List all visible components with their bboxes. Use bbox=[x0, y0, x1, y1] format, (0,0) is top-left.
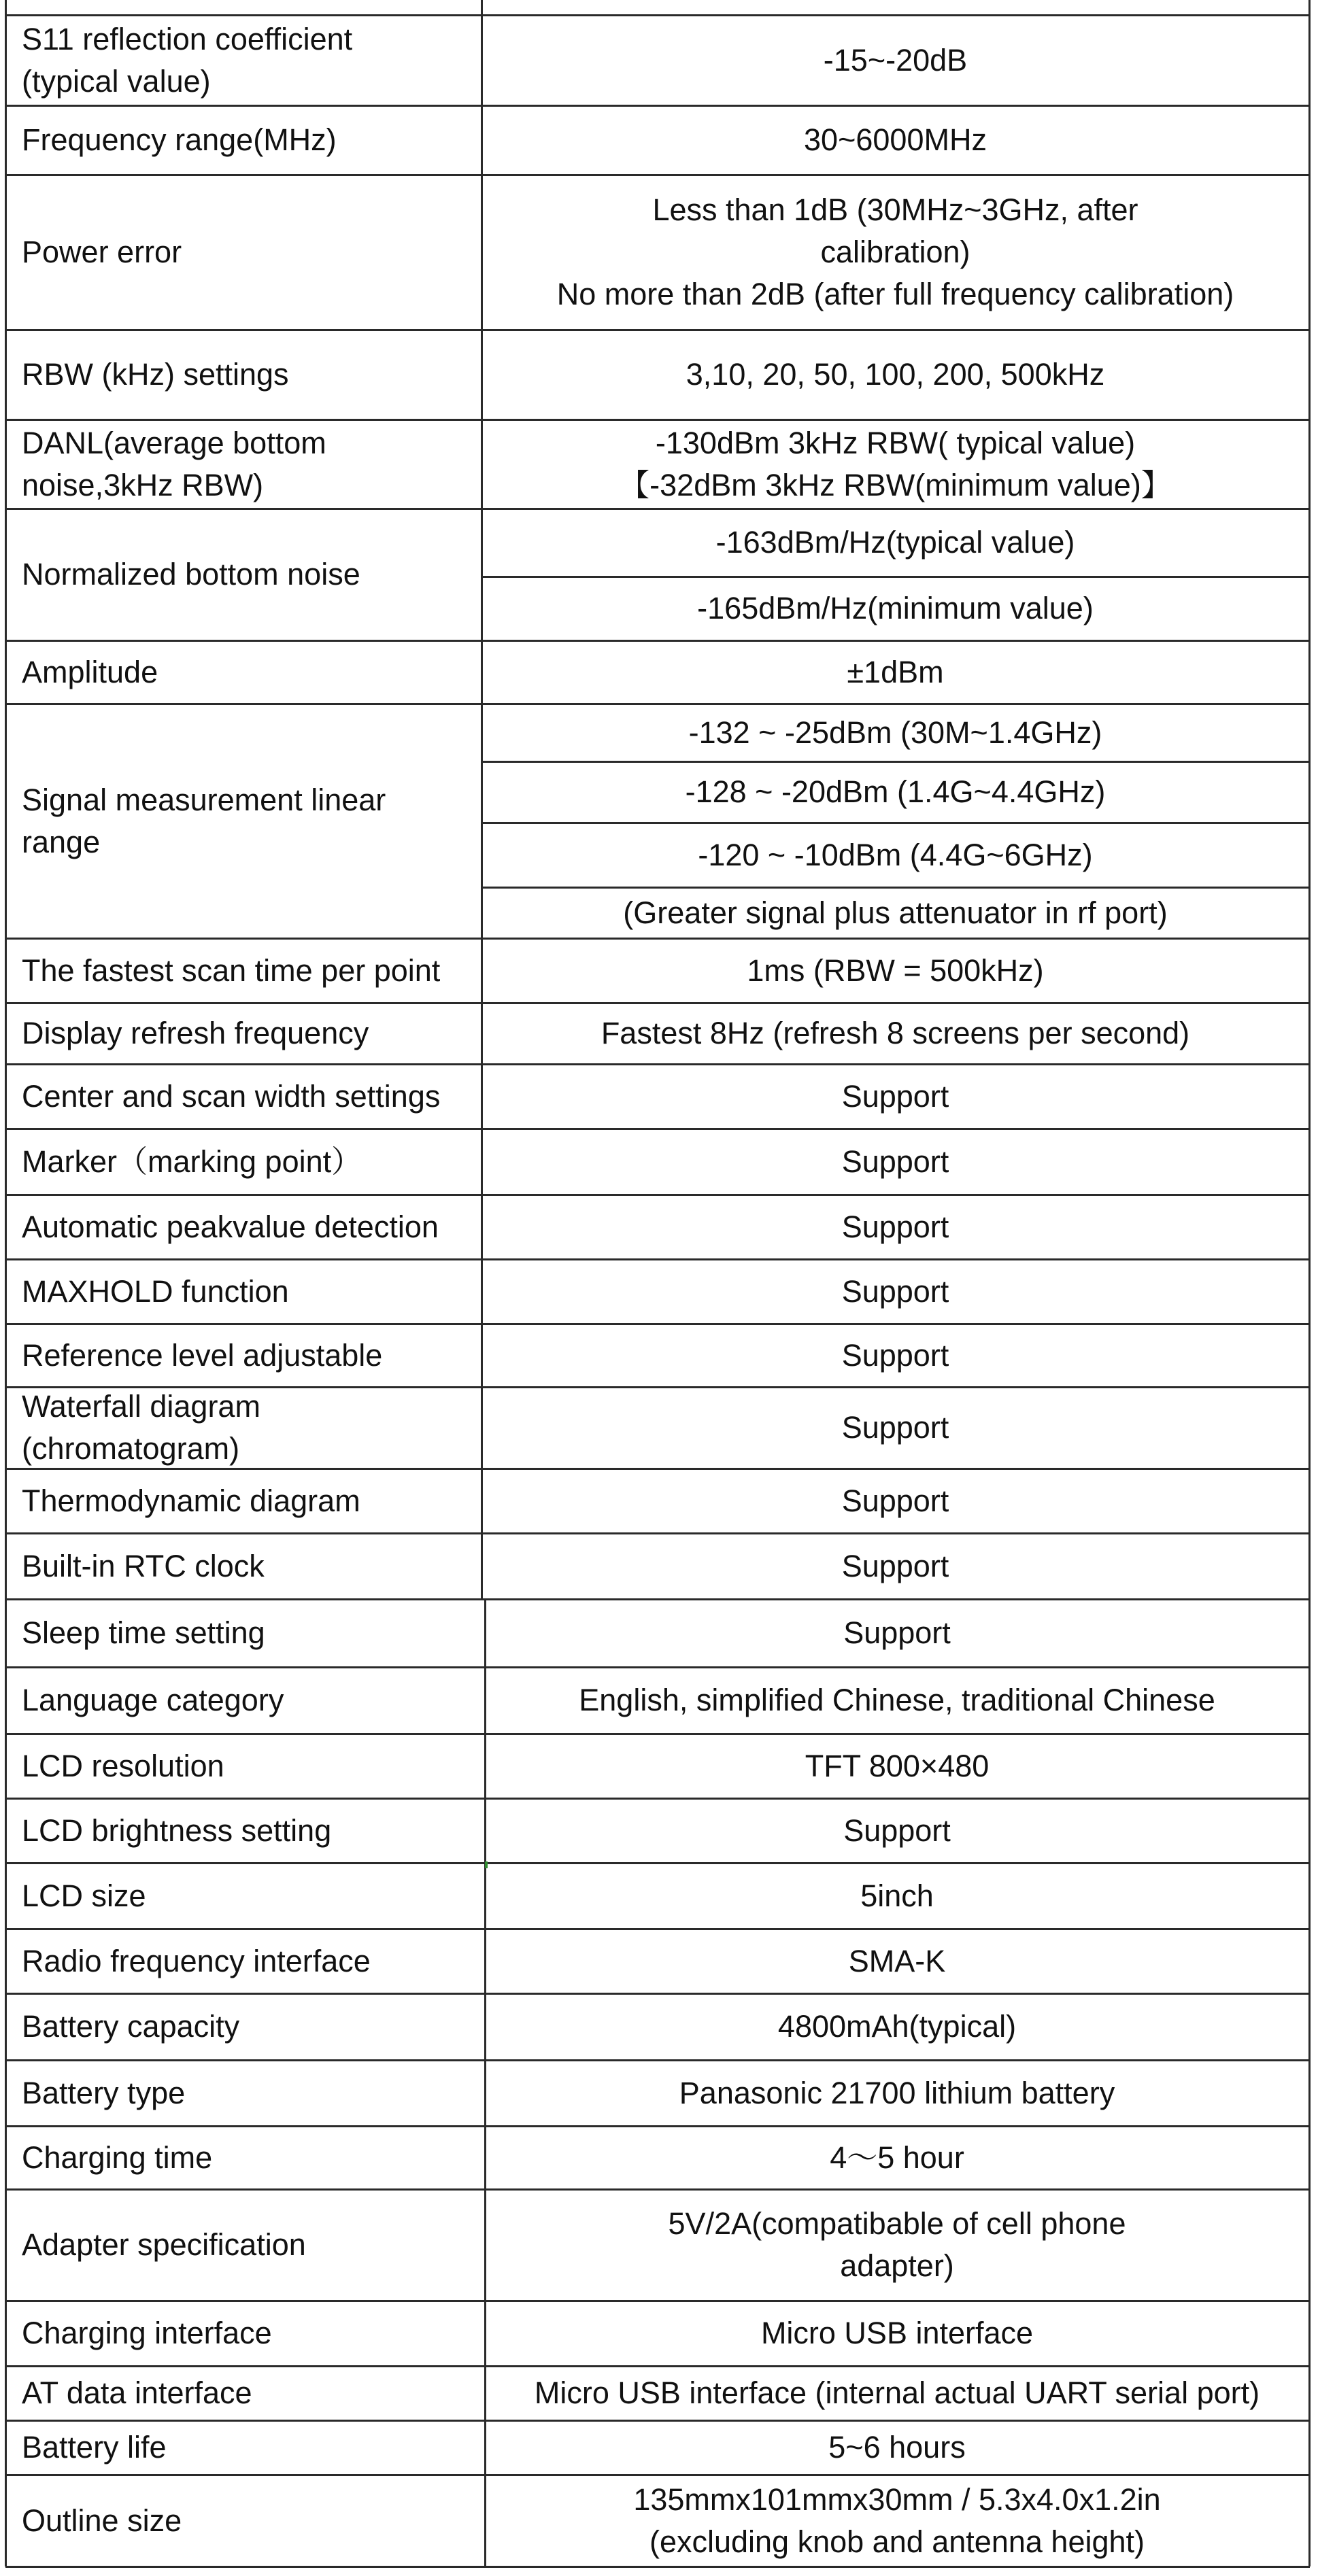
spec-value-line: 【-32dBm 3kHz RBW(minimum value)】 bbox=[619, 467, 1172, 502]
spec-label-line: Sleep time setting bbox=[22, 1615, 265, 1650]
spec-value bbox=[481, 1387, 1309, 1469]
spec-label-line: Radio frequency interface bbox=[22, 1943, 371, 1978]
spec-label bbox=[5, 15, 481, 105]
spec-label bbox=[5, 1599, 485, 1667]
spec-label-line: LCD resolution bbox=[22, 1748, 224, 1783]
spec-label bbox=[5, 640, 481, 704]
spec-label-line: MAXHOLD function bbox=[22, 1273, 289, 1309]
spec-label-line: Outline size bbox=[22, 2503, 182, 2538]
spec-value-line: English, simplified Chinese, traditional Chinese bbox=[579, 1683, 1215, 1717]
spec-value bbox=[481, 1324, 1309, 1387]
spec-label-line: Center and scan width settings bbox=[22, 1078, 441, 1114]
spec-value bbox=[485, 1863, 1309, 1929]
spec-label bbox=[5, 419, 481, 509]
spec-value bbox=[485, 2366, 1309, 2420]
spec-value bbox=[481, 1533, 1309, 1599]
spec-value-line: ±1dBm bbox=[847, 654, 944, 689]
spec-label-line: Reference level adjustable bbox=[22, 1337, 383, 1373]
spec-value bbox=[485, 1734, 1309, 1798]
spec-value bbox=[481, 1003, 1309, 1064]
spec-label-line: LCD size bbox=[22, 1878, 146, 1913]
spec-label-line: DANL(average bottom bbox=[22, 425, 326, 460]
spec-value bbox=[481, 640, 1309, 704]
spec-value-line: Support bbox=[841, 1078, 949, 1114]
spec-value-line: -163dBm/Hz(typical value) bbox=[715, 525, 1075, 560]
spec-value-line: SMA-K bbox=[848, 1943, 946, 1978]
spec-value bbox=[481, 1129, 1309, 1195]
spec-label-line: Automatic peakvalue detection bbox=[22, 1209, 439, 1244]
spec-value-line: Micro USB interface bbox=[760, 2316, 1034, 2350]
spec-label bbox=[5, 1387, 481, 1469]
spec-label-line: Normalized bottom noise bbox=[22, 557, 360, 591]
spec-label-line: range bbox=[22, 824, 101, 859]
spec-value bbox=[485, 1993, 1309, 2060]
spec-label-line: RBW (kHz) settings bbox=[22, 357, 289, 392]
spec-label bbox=[5, 2366, 485, 2420]
spec-value-line: 3,10, 20, 50, 100, 200, 500kHz bbox=[686, 357, 1105, 392]
table-left-border bbox=[5, 0, 7, 15]
spec-label-line: Thermodynamic diagram bbox=[22, 1483, 360, 1518]
spec-value-line: Support bbox=[841, 1144, 949, 1179]
spec-value bbox=[481, 509, 1309, 577]
spec-value bbox=[481, 938, 1309, 1003]
spec-label bbox=[5, 1993, 485, 2060]
spec-value bbox=[485, 2060, 1309, 2126]
spec-value-line: adapter) bbox=[840, 2248, 954, 2283]
spec-value-line: No more than 2dB (after full frequency calibration) bbox=[556, 277, 1234, 311]
spec-value bbox=[485, 1667, 1309, 1734]
spec-label-line: Built-in RTC clock bbox=[22, 1548, 265, 1583]
spec-label-line: Display refresh frequency bbox=[22, 1016, 369, 1050]
spec-value bbox=[485, 2189, 1309, 2301]
spec-label-line: Adapter specification bbox=[22, 2227, 306, 2262]
spec-label bbox=[5, 1259, 481, 1324]
spec-value bbox=[481, 704, 1309, 761]
spec-value bbox=[481, 419, 1309, 509]
spec-value-line: Support bbox=[841, 1209, 949, 1244]
spec-label bbox=[5, 1003, 481, 1064]
spec-value-line: calibration) bbox=[820, 235, 970, 269]
spec-label-line: Waterfall diagram bbox=[22, 1389, 260, 1424]
spec-label bbox=[5, 1533, 481, 1599]
spec-label bbox=[5, 2475, 485, 2566]
spec-label-line: S11 reflection coefficient bbox=[22, 21, 353, 56]
spec-value-line: 5V/2A(compatibable of cell phone bbox=[668, 2206, 1126, 2241]
spec-value-line: Support bbox=[841, 1548, 949, 1583]
spec-label bbox=[5, 2189, 485, 2301]
spec-value-line: Support bbox=[843, 1615, 951, 1650]
spec-label bbox=[5, 2301, 485, 2366]
spec-value-line: -15~-20dB bbox=[823, 42, 968, 78]
spec-value-line: Support bbox=[841, 1483, 949, 1518]
spec-value bbox=[481, 105, 1309, 175]
spec-label bbox=[5, 1863, 485, 1929]
spec-label-line: LCD brightness setting bbox=[22, 1813, 332, 1848]
spec-value-line: 4800mAh(typical) bbox=[777, 2009, 1017, 2044]
table-right-border bbox=[1308, 0, 1311, 15]
spec-value bbox=[485, 2126, 1309, 2189]
table-column-divider bbox=[481, 0, 483, 15]
spec-value bbox=[481, 175, 1309, 330]
spec-label bbox=[5, 330, 481, 419]
spec-value bbox=[481, 1195, 1309, 1259]
spec-label-line: Signal measurement linear bbox=[22, 782, 386, 817]
spec-value bbox=[481, 15, 1309, 105]
spec-label-line: Marker（marking point） bbox=[22, 1144, 362, 1179]
spec-value-line: Panasonic 21700 lithium battery bbox=[679, 2075, 1115, 2110]
spec-value-line: -130dBm 3kHz RBW( typical value) bbox=[655, 425, 1136, 460]
spec-label-line: Power error bbox=[22, 235, 182, 269]
spec-value-line: Support bbox=[841, 1410, 949, 1445]
spec-value-line: 4～5 hour bbox=[830, 2140, 964, 2175]
spec-value bbox=[481, 823, 1309, 887]
spec-label bbox=[5, 105, 481, 175]
spec-value bbox=[481, 330, 1309, 419]
spec-value bbox=[485, 1798, 1309, 1863]
spec-label bbox=[5, 175, 481, 330]
spec-label bbox=[5, 1667, 485, 1734]
spec-value bbox=[481, 1259, 1309, 1324]
spec-label-line: The fastest scan time per point bbox=[22, 952, 441, 988]
spec-label bbox=[5, 1929, 485, 1993]
spec-value-line: Support bbox=[841, 1337, 949, 1373]
spec-value-line: 30~6000MHz bbox=[804, 122, 987, 157]
spec-label-line: Battery life bbox=[22, 2430, 167, 2465]
spec-label-line: Language category bbox=[22, 1683, 284, 1717]
spec-label bbox=[5, 2420, 485, 2475]
spec-value bbox=[481, 577, 1309, 640]
spec-label bbox=[5, 2126, 485, 2189]
spec-label bbox=[5, 1469, 481, 1533]
spec-value-line: 5~6 hours bbox=[828, 2430, 966, 2465]
spec-value-line: -120 ~ -10dBm (4.4G~6GHz) bbox=[698, 837, 1093, 872]
spec-value bbox=[481, 1469, 1309, 1533]
spec-value bbox=[481, 887, 1309, 938]
spec-label bbox=[5, 704, 481, 938]
spec-value bbox=[481, 761, 1309, 823]
spec-value-line: -128 ~ -20dBm (1.4G~4.4GHz) bbox=[685, 774, 1106, 809]
spec-label bbox=[5, 938, 481, 1003]
spec-label-line: Amplitude bbox=[22, 654, 158, 689]
spec-label-line: Charging interface bbox=[22, 2316, 272, 2350]
spec-label-line: (chromatogram) bbox=[22, 1431, 240, 1466]
spec-label-line: Frequency range(MHz) bbox=[22, 122, 337, 157]
spec-label bbox=[5, 1129, 481, 1195]
table-bottom-border bbox=[5, 2566, 1310, 2568]
spec-label-line: AT data interface bbox=[22, 2375, 252, 2410]
spec-label bbox=[5, 1798, 485, 1863]
spec-value-line: Fastest 8Hz (refresh 8 screens per second) bbox=[601, 1016, 1190, 1050]
spec-value-line: -132 ~ -25dBm (30M~1.4GHz) bbox=[688, 715, 1102, 750]
spec-value bbox=[485, 1929, 1309, 1993]
spec-value bbox=[485, 1599, 1309, 1667]
stray-mark bbox=[485, 1861, 488, 1868]
spec-value-line: (excluding knob and antenna height) bbox=[649, 2524, 1145, 2559]
spec-value-line: (Greater signal plus attenuator in rf port) bbox=[623, 895, 1168, 930]
spec-value bbox=[485, 2420, 1309, 2475]
spec-value-line: Support bbox=[843, 1813, 951, 1848]
spec-value bbox=[481, 1064, 1309, 1129]
spec-value-line: Micro USB interface (internal actual UART serial port) bbox=[534, 2375, 1260, 2410]
spec-value-line: Support bbox=[841, 1273, 949, 1309]
spec-label bbox=[5, 1064, 481, 1129]
spec-value-line: Less than 1dB (30MHz~3GHz, after bbox=[652, 192, 1138, 227]
spec-label bbox=[5, 509, 481, 640]
spec-value-line: -165dBm/Hz(minimum value) bbox=[697, 591, 1094, 625]
spec-label bbox=[5, 2060, 485, 2126]
spec-label-line: Battery capacity bbox=[22, 2009, 240, 2044]
spec-label-line: Charging time bbox=[22, 2140, 213, 2175]
spec-label-line: (typical value) bbox=[22, 63, 211, 99]
spec-label-line: noise,3kHz RBW) bbox=[22, 467, 264, 502]
spec-label bbox=[5, 1734, 485, 1798]
spec-label bbox=[5, 1195, 481, 1259]
spec-value-line: 5inch bbox=[860, 1878, 934, 1913]
spec-label bbox=[5, 1324, 481, 1387]
spec-value bbox=[485, 2475, 1309, 2566]
spec-value-line: TFT 800×480 bbox=[805, 1748, 990, 1783]
spec-value bbox=[485, 2301, 1309, 2366]
spec-value-line: 135mmx101mmx30mm / 5.3x4.0x1.2in bbox=[633, 2481, 1161, 2517]
spec-value-line: 1ms (RBW = 500kHz) bbox=[747, 952, 1044, 988]
spec-label-line: Battery type bbox=[22, 2075, 186, 2110]
